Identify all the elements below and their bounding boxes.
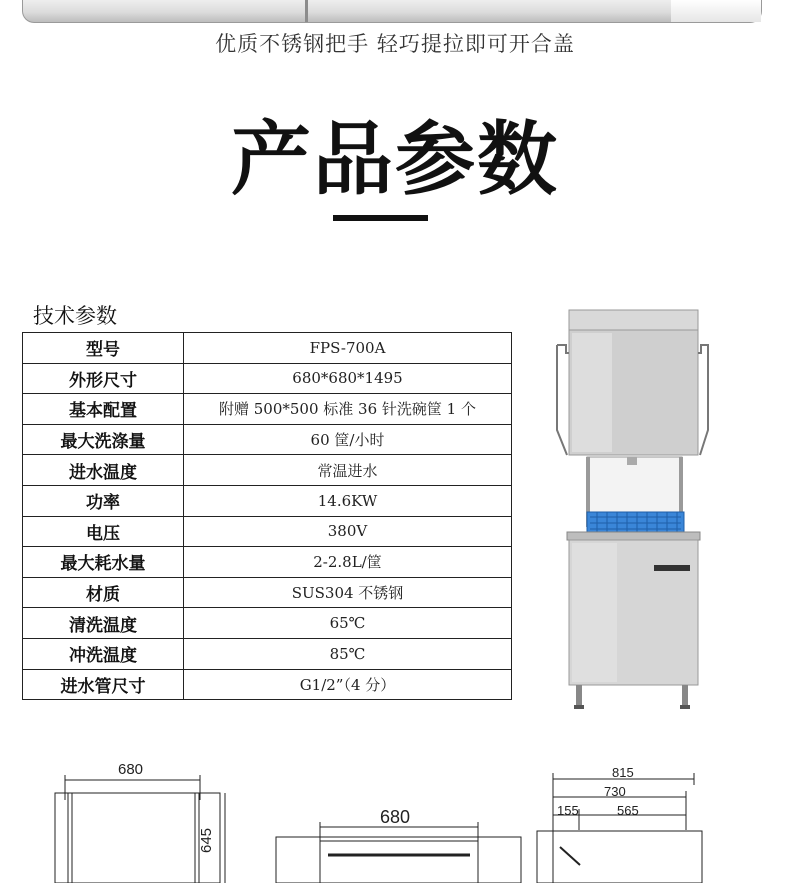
table-row bbox=[23, 669, 512, 700]
spec-key: 最大洗涤量 bbox=[23, 424, 184, 455]
title-underline bbox=[333, 215, 428, 221]
spec-key: 外形尺寸 bbox=[23, 363, 184, 394]
spec-value: 380V bbox=[184, 516, 512, 547]
spec-value: 常温进水 bbox=[184, 455, 512, 486]
spec-value: 60 筐/小时 bbox=[184, 424, 512, 455]
right-dim-565: 565 bbox=[617, 803, 639, 818]
spec-value: SUS304 不锈钢 bbox=[184, 577, 512, 608]
spec-key: 冲洗温度 bbox=[23, 638, 184, 669]
table-row bbox=[23, 455, 512, 486]
spec-value: 85℃ bbox=[184, 638, 512, 669]
table-row bbox=[23, 608, 512, 639]
spec-value: 680*680*1495 bbox=[184, 363, 512, 394]
spec-key: 功率 bbox=[23, 485, 184, 516]
table-row bbox=[23, 363, 512, 394]
spec-key: 电压 bbox=[23, 516, 184, 547]
spec-key: 基本配置 bbox=[23, 394, 184, 425]
dimension-drawings bbox=[0, 755, 790, 883]
photo-caption: 优质不锈钢把手 轻巧提拉即可开合盖 bbox=[215, 32, 575, 56]
spec-value: 附赠 500*500 标准 36 针洗碗筐 1 个 bbox=[184, 394, 512, 425]
table-row bbox=[23, 394, 512, 425]
spec-value: 2-2.8L/筐 bbox=[184, 547, 512, 578]
right-dim-155: 155 bbox=[557, 803, 579, 818]
left-height-label: 645 bbox=[198, 827, 215, 853]
spec-key: 最大耗水量 bbox=[23, 547, 184, 578]
right-dim-730: 730 bbox=[604, 784, 626, 799]
right-dim-815: 815 bbox=[612, 765, 634, 780]
section-title: 产品参数 bbox=[231, 113, 559, 206]
spec-key: 材质 bbox=[23, 577, 184, 608]
spec-value: 14.6KW bbox=[184, 485, 512, 516]
table-row bbox=[23, 485, 512, 516]
spec-table bbox=[22, 332, 512, 700]
table-row bbox=[23, 638, 512, 669]
left-width-label: 680 bbox=[118, 761, 144, 778]
table-row bbox=[23, 424, 512, 455]
spec-key: 型号 bbox=[23, 333, 184, 364]
table-heading: 技术参数 bbox=[33, 304, 117, 328]
middle-width-label: 680 bbox=[380, 807, 411, 827]
spec-value: 65℃ bbox=[184, 608, 512, 639]
spec-value: FPS-700A bbox=[184, 333, 512, 364]
dishwasher-illustration bbox=[552, 305, 712, 715]
spec-key: 进水温度 bbox=[23, 455, 184, 486]
spec-key: 进水管尺寸 bbox=[23, 669, 184, 700]
spec-value: G1/2”（4 分） bbox=[184, 669, 512, 700]
photo-edge bbox=[671, 0, 761, 22]
table-row bbox=[23, 547, 512, 578]
table-row bbox=[23, 577, 512, 608]
table-row bbox=[23, 516, 512, 547]
photo-rail bbox=[305, 0, 308, 22]
product-photo-strip bbox=[22, 0, 762, 23]
table-row bbox=[23, 333, 512, 364]
spec-key: 清洗温度 bbox=[23, 608, 184, 639]
